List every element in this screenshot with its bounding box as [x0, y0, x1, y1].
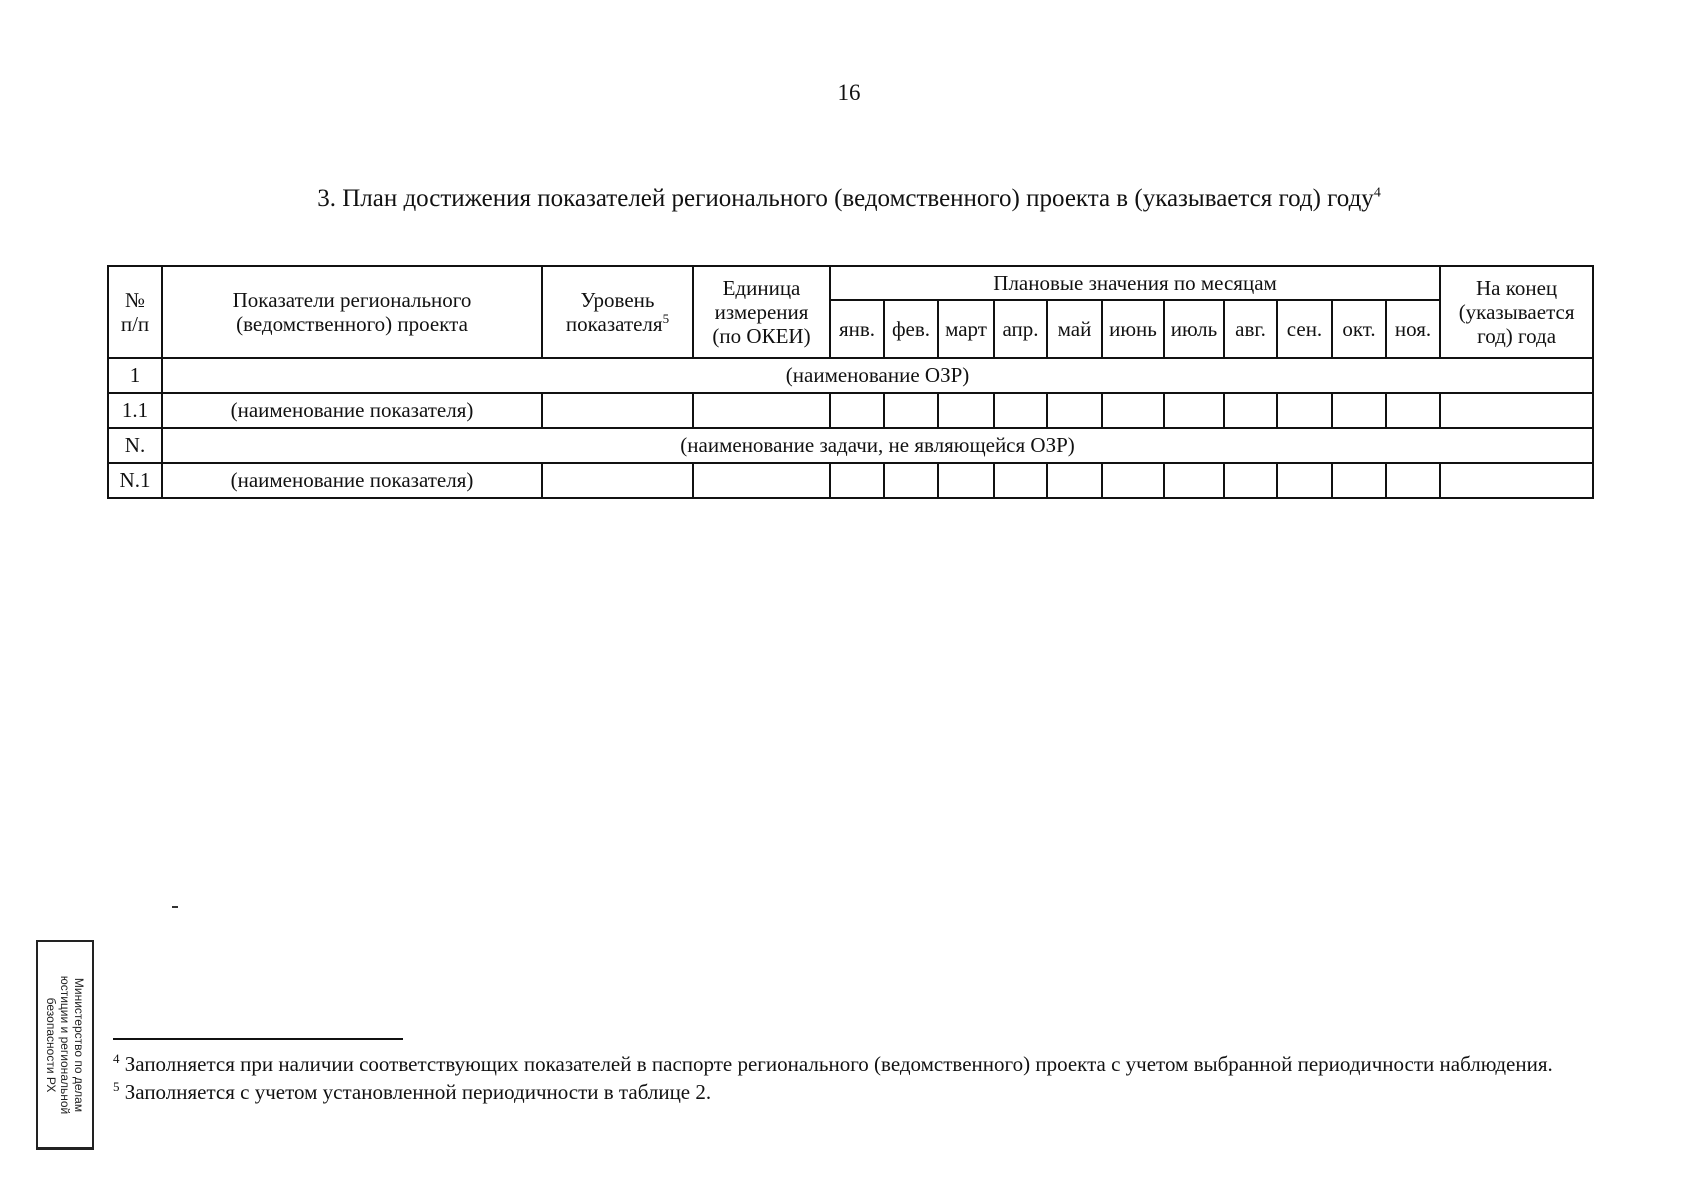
row-num: N. — [108, 428, 162, 463]
row-level-cell — [542, 463, 693, 498]
header-unit-line3: (по ОКЕИ) — [712, 324, 811, 349]
row-num: N.1 — [108, 463, 162, 498]
header-monthly: Плановые значения по месяцам — [830, 266, 1440, 300]
header-month: авг. — [1224, 300, 1277, 358]
stamp-line3: безопасности РХ — [44, 997, 58, 1092]
page-number: 16 — [837, 80, 861, 105]
header-num-line2: п/п — [120, 312, 150, 336]
section-title-text: 3. План достижения показателей регионального (ведомственного) проекта в (указывается год) году — [317, 185, 1374, 212]
row-month-cell — [1047, 393, 1102, 428]
header-year-end — [1440, 266, 1593, 358]
header-month: сен. — [1277, 300, 1332, 358]
row-span-text: (наименование задачи, не являющейся ОЗР) — [162, 428, 1593, 463]
footnote-5-text: Заполняется с учетом установленной периодичности в таблице 2. — [119, 1080, 712, 1104]
header-row-top — [108, 266, 1593, 300]
row-month-cell — [938, 463, 994, 498]
header-month: май — [1047, 300, 1102, 358]
stamp-text — [44, 945, 86, 1145]
header-month: янв. — [830, 300, 884, 358]
table-row — [108, 463, 1593, 498]
row-month-cell — [1102, 393, 1164, 428]
row-month-cell — [1332, 393, 1386, 428]
header-month: июль — [1164, 300, 1224, 358]
footnotes — [113, 1050, 1593, 1106]
row-unit-cell — [693, 463, 830, 498]
row-year-end-cell — [1440, 463, 1593, 498]
table-row — [108, 428, 1593, 463]
footnote-5-mark: 5 — [113, 1079, 120, 1094]
footnote-4 — [113, 1050, 1593, 1078]
indicators-plan-table — [107, 265, 1594, 499]
ministry-stamp — [36, 940, 94, 1150]
scan-speck — [172, 906, 178, 908]
header-year-end-line3: год) года — [1477, 324, 1557, 349]
row-month-cell — [1224, 393, 1277, 428]
stamp-line2: юстиции и региональной — [58, 975, 72, 1114]
row-month-cell — [994, 393, 1047, 428]
row-month-cell — [830, 393, 884, 428]
header-month: март — [938, 300, 994, 358]
row-month-cell — [1164, 393, 1224, 428]
header-month: июнь — [1102, 300, 1164, 358]
row-month-cell — [1277, 463, 1332, 498]
row-month-cell — [1102, 463, 1164, 498]
row-month-cell — [1224, 463, 1277, 498]
footnote-4-text: Заполняется при наличии соответствующих показателей в паспорте регионального (ведомственного) проекта с учетом выбранной периодичности наблюдения. — [119, 1052, 1553, 1076]
row-month-cell — [938, 393, 994, 428]
row-month-cell — [884, 393, 938, 428]
row-indicator: (наименование показателя) — [162, 393, 542, 428]
row-month-cell — [884, 463, 938, 498]
header-unit-line1: Единица — [722, 275, 801, 300]
header-indicators — [162, 266, 542, 358]
row-year-end-cell — [1440, 393, 1593, 428]
row-month-cell — [1386, 393, 1440, 428]
header-indicators-line2: (ведомственного) проекта — [236, 312, 468, 336]
row-indicator: (наименование показателя) — [162, 463, 542, 498]
header-month: фев. — [884, 300, 938, 358]
section-title — [0, 185, 1698, 213]
header-level-line2: показателя — [565, 312, 663, 336]
stamp-line1: Министерство по делам — [72, 977, 86, 1112]
row-month-cell — [1047, 463, 1102, 498]
section-title-footnote-mark: 4 — [1373, 185, 1381, 201]
row-month-cell — [1164, 463, 1224, 498]
header-unit — [693, 266, 830, 358]
footnote-separator — [113, 1038, 403, 1040]
table-row — [108, 393, 1593, 428]
row-num: 1.1 — [108, 393, 162, 428]
row-num: 1 — [108, 358, 162, 393]
row-unit-cell — [693, 393, 830, 428]
row-span-text: (наименование ОЗР) — [162, 358, 1593, 393]
footnote-4-mark: 4 — [113, 1051, 120, 1066]
header-level-line1: Уровень — [580, 287, 655, 312]
header-num — [108, 266, 162, 358]
header-num-line1: № — [124, 287, 146, 312]
row-month-cell — [830, 463, 884, 498]
footnote-5 — [113, 1078, 1593, 1106]
header-unit-line2: измерения — [714, 299, 809, 324]
row-month-cell — [1277, 393, 1332, 428]
table-row — [108, 358, 1593, 393]
row-level-cell — [542, 393, 693, 428]
row-month-cell — [1332, 463, 1386, 498]
header-year-end-line2: (указывается — [1458, 299, 1575, 324]
header-year-end-line1: На конец — [1476, 275, 1558, 300]
header-level-footnote-mark: 5 — [662, 311, 670, 326]
row-month-cell — [1386, 463, 1440, 498]
header-month: окт. — [1332, 300, 1386, 358]
row-month-cell — [994, 463, 1047, 498]
header-month: ноя. — [1386, 300, 1440, 358]
header-level — [542, 266, 693, 358]
header-month: апр. — [994, 300, 1047, 358]
header-indicators-line1: Показатели регионального — [232, 287, 472, 312]
